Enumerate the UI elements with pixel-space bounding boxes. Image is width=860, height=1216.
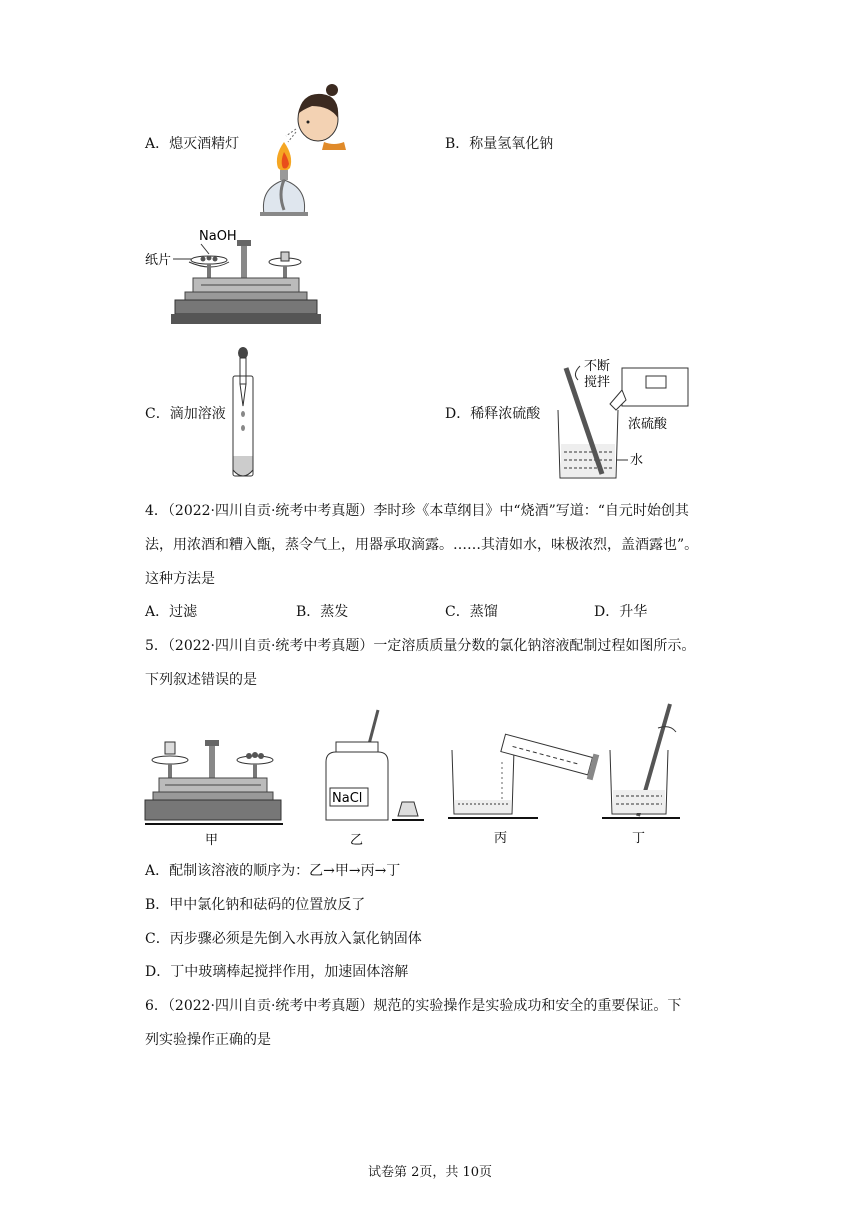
q5-figure-jia [145,738,285,848]
balance-naoh-figure [145,228,315,328]
dilute-acid-figure [550,356,710,486]
stir-label-2: 搅拌 [584,375,611,390]
q4-option-d: D．升华 [594,604,648,620]
q4-option-a: A．过滤 [145,604,198,620]
option-d-label: D．稀释浓硫酸 [445,406,541,422]
naoh-label: NaOH [199,229,237,244]
option-b-label: B．称量氢氧化钠 [445,136,554,152]
q4-option-c: C．蒸馏 [445,604,498,620]
q5-stem-line-2: 下列叙述错误的是 [145,672,257,688]
q5-option-d: D．丁中玻璃棒起搅拌作用，加速固体溶解 [145,964,409,980]
q5-figure-ding [600,700,690,848]
page-footer: 试卷第 2页，共 10页 [367,1165,493,1180]
q5-stem-line-1: 5．（2022·四川自贡·统考中考真题）一定溶质质量分数的氯化钠溶液配制过程如图所示。 [145,638,696,654]
q5-figure-bing [440,730,600,848]
q4-stem-line-1: 4．（2022·四川自贡·统考中考真题）李时珍《本草纲目》中“烧酒”写道：“自元时始创其 [145,503,689,519]
option-a-label: A．熄灭酒精灯 [145,136,240,152]
q6-stem-line-2: 列实验操作正确的是 [145,1032,271,1048]
q5-option-a: A．配制该溶液的顺序为：乙→甲→丙→丁 [145,863,401,879]
figure-label-yi: 乙 [350,833,364,848]
q6-stem-line-1: 6．（2022·四川自贡·统考中考真题）规范的实验操作是实验成功和安全的重要保证。下 [145,998,682,1014]
figure-label-ding: 丁 [632,831,646,846]
q5-option-c: C．丙步骤必须是先倒入水再放入氯化钠固体 [145,931,422,947]
paper-label: 纸片 [145,253,172,268]
q4-stem-line-3: 这种方法是 [145,571,215,587]
nacl-label: NaCl [332,791,363,806]
q4-option-b: B．蒸发 [296,604,349,620]
figure-label-bing: 丙 [494,831,508,846]
option-c-label: C．滴加溶液 [145,406,226,422]
figure-label-jia: 甲 [205,833,219,848]
dropper-figure [225,346,259,486]
stir-label-1: 不断 [584,359,611,374]
water-label: 水 [630,453,644,468]
alcohol-lamp-figure [250,84,360,224]
acid-label: 浓硫酸 [628,417,668,432]
q5-figure-yi [318,706,428,848]
q5-option-b: B．甲中氯化钠和砝码的位置放反了 [145,897,366,913]
q4-stem-line-2: 法，用浓酒和糟入甑，蒸令气上，用器承取滴露。……其清如水，味极浓烈，盖酒露也”。 [145,537,699,553]
